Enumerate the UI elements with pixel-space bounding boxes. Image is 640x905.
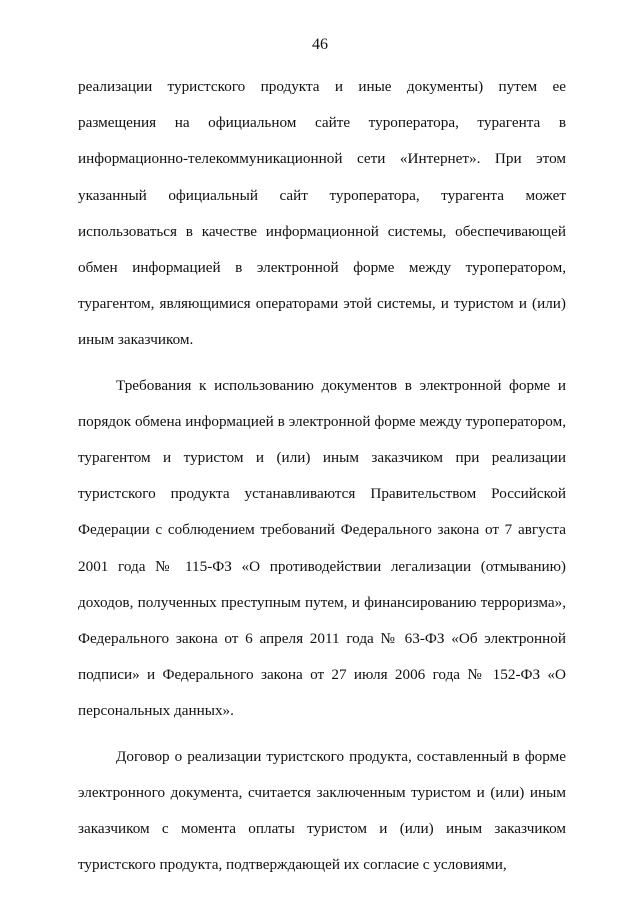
paragraph-electronic-document-requirements: Требования к использованию документов в электронной форме и порядок обмена информацией в электронной форме между туроператором, турагентом и туристом и (или) иным заказчиком при реализации туристского продукта устанавливаются Правительством Российской Федерации с соблюдением требований Федерального закона от 7 августа 2001 года № 115-ФЗ «О противодействии легализации (отмыванию) доходов, полученных преступным путем, и финансированию терроризма», Федерального закона от 6 апреля 2011 года № 63-ФЗ «Об электронной подписи» и Федерального закона от 27 июля 2006 года № 152-ФЗ «О персональных данных». bbox=[78, 376, 566, 720]
page-number: 46 bbox=[312, 36, 328, 53]
document-body bbox=[78, 69, 566, 892]
paragraph-continuation: реализации туристского продукта и иные документы) путем ее размещения на официальном сайте туроператора, турагента в информационно-телекоммуникационной сети «Интернет». При этом указанный официальный сайт туроператора, турагента может использоваться в качестве информационной системы, обеспечивающей обмен информацией в электронной форме между туроператором, турагентом, являющимися операторами этой системы, и туристом и (или) иным заказчиком. bbox=[78, 78, 566, 349]
paragraph-contract-conclusion: Договор о реализации туристского продукта, составленный в форме электронного документа, считается заключенным туристом и (или) иным заказчиком с момента оплаты туристом и (или) иным заказчиком туристского продукта, подтверждающей их согласие с условиями, bbox=[78, 747, 566, 874]
